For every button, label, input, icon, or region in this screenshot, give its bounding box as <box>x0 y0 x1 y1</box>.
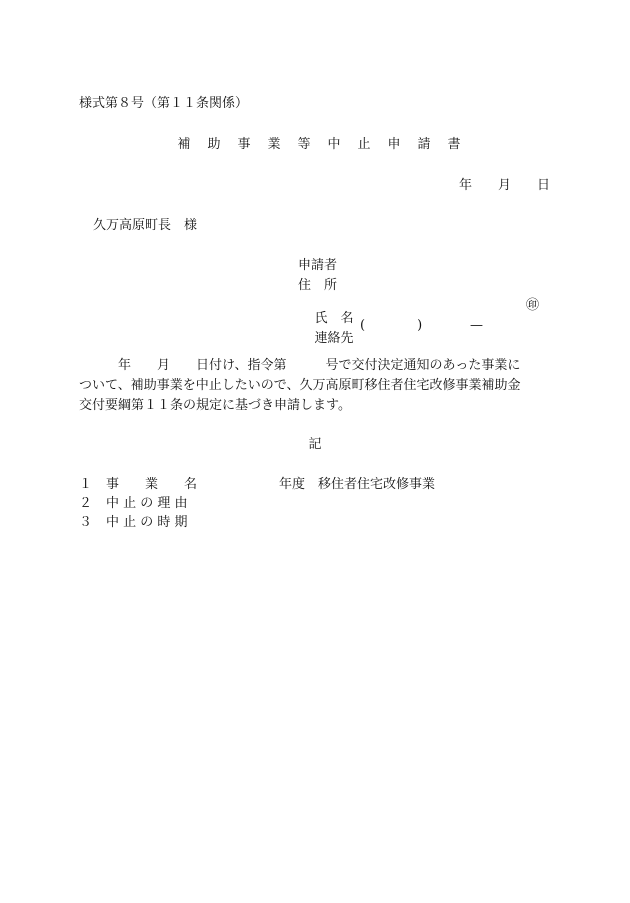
form-number: 様式第８号（第１１条関係） <box>79 96 249 111</box>
list-item <box>79 497 559 516</box>
date-line: 年 月 日 <box>458 178 550 193</box>
item-label: 中 止 の 時 期 <box>106 515 188 530</box>
document-title: 補 助 事 業 等 中 止 申 請 書 <box>177 137 463 152</box>
item-label: 事 業 名 <box>106 477 198 492</box>
addressee: 久万高原町長 様 <box>93 218 198 233</box>
body-paragraph <box>79 356 559 416</box>
ki-heading: 記 <box>308 437 322 452</box>
item-number: ２ <box>79 496 93 511</box>
contact-dash: — <box>470 318 483 333</box>
item-label: 中 止 の 理 由 <box>106 496 188 511</box>
list-item <box>79 478 559 497</box>
name-row <box>298 298 558 326</box>
item-number: １ <box>79 477 93 492</box>
contact-label: 連絡先 <box>314 331 354 346</box>
body-line-2: ついて、補助事業を中止したいので、久万高原町移住者住宅改修事業補助金 <box>79 378 521 393</box>
applicant-header: 申請者 <box>298 258 338 273</box>
body-line-1: 年 月 日付け、指令第 号で交付決定通知のあった事業に <box>79 358 521 373</box>
name-label: 氏 名 <box>314 311 354 326</box>
item-value: 年度 移住者住宅改修事業 <box>279 477 436 492</box>
list-item <box>79 516 559 535</box>
seal-mark: ㊞ <box>526 298 540 313</box>
address-label: 住 所 <box>298 278 338 293</box>
body-line-3: 交付要綱第１１条の規定に基づき申請します。 <box>79 398 351 413</box>
applicant-block <box>298 258 558 346</box>
item-number: ３ <box>79 515 93 530</box>
contact-area-code: ( ) <box>360 318 423 333</box>
item-list <box>79 478 559 535</box>
